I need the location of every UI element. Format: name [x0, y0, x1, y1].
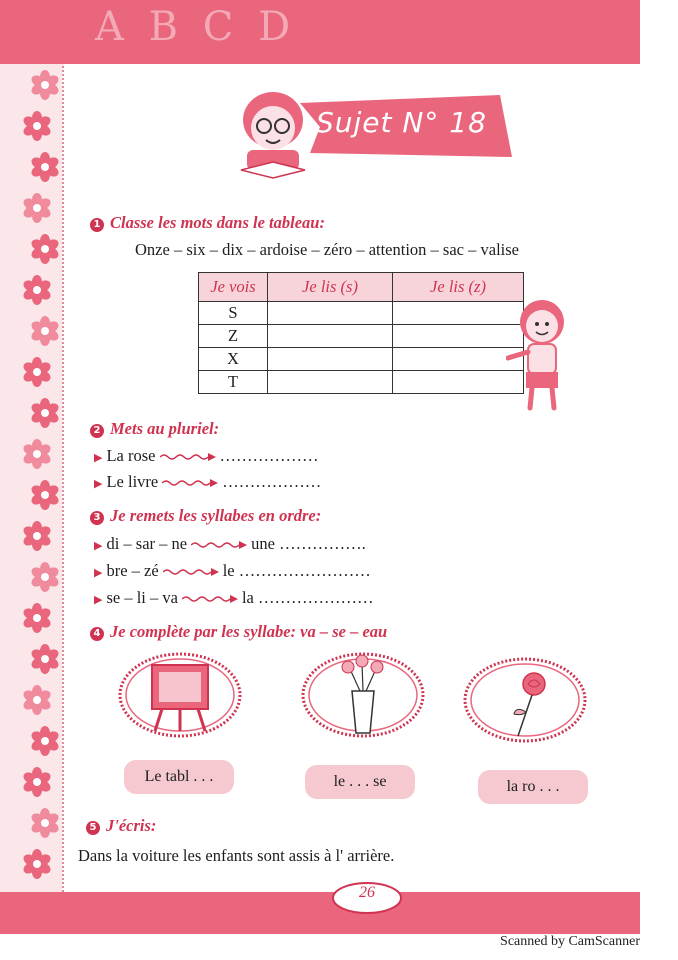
item-text: bre – zé — [106, 561, 159, 580]
flower-icon — [22, 193, 52, 223]
table-cell-answer[interactable] — [268, 325, 393, 348]
flower-icon — [22, 357, 52, 387]
table-header: Je lis (z) — [393, 273, 524, 302]
exercise-number: 5 — [86, 821, 100, 835]
table-cell-letter: S — [199, 302, 268, 325]
writing-sentence: Dans la voiture les enfants sont assis à l' arrière. — [78, 846, 395, 865]
exercise-1-heading — [90, 213, 325, 233]
table-cell-letter: T — [199, 371, 268, 394]
list-item — [94, 561, 371, 581]
rose-icon — [462, 656, 588, 744]
table-header: Je vois — [199, 273, 268, 302]
flower-icon — [22, 275, 52, 305]
table-row — [199, 371, 524, 394]
bullet-triangle-icon: ▶ — [94, 540, 103, 552]
page-number: 26 — [359, 884, 375, 901]
flower-icon — [30, 398, 60, 428]
header-letter: B — [148, 4, 185, 50]
list-item — [94, 534, 366, 554]
table-header-row — [199, 273, 524, 302]
flower-icon — [30, 808, 60, 838]
table-cell-answer[interactable] — [393, 371, 524, 394]
exercise-number: 3 — [90, 511, 104, 525]
item-text: Le livre — [106, 472, 159, 491]
table-cell-answer[interactable] — [393, 325, 524, 348]
flower-icon — [22, 521, 52, 551]
flower-border — [0, 64, 64, 892]
exercise-1-title: Classe les mots dans le tableau: — [110, 213, 325, 232]
exercise-5-heading — [86, 816, 156, 836]
classification-table — [198, 272, 524, 394]
list-item — [94, 472, 321, 492]
flower-icon — [30, 234, 60, 264]
flower-icon — [30, 562, 60, 592]
table-cell-letter: Z — [199, 325, 268, 348]
item-text: di – sar – ne — [106, 534, 188, 553]
flower-icon — [30, 644, 60, 674]
table-header: Je lis (s) — [268, 273, 393, 302]
item-text: se – li – va — [106, 588, 178, 607]
answer-blank[interactable]: ……………… — [219, 446, 319, 465]
header-letter: C — [202, 4, 240, 50]
header-letter: A — [95, 4, 130, 50]
exercise-5-title: J'écris: — [106, 816, 157, 835]
flower-icon — [30, 726, 60, 756]
flower-icon — [22, 603, 52, 633]
flower-icon — [30, 316, 60, 346]
table-cell-answer[interactable] — [268, 371, 393, 394]
flower-icon — [22, 767, 52, 797]
flower-icon — [22, 685, 52, 715]
easel-icon — [117, 651, 243, 739]
flower-icon — [30, 480, 60, 510]
table-cell-letter: X — [199, 348, 268, 371]
exercise-4-heading — [90, 622, 387, 642]
table-row — [199, 348, 524, 371]
word-list: Onze – six – dix – ardoise – zéro – attention – sac – valise — [135, 240, 519, 259]
exercise-3-heading — [90, 506, 321, 526]
item-text: La rose — [106, 446, 156, 465]
flower-icon — [22, 849, 52, 879]
exercise-2-title: Mets au pluriel: — [110, 419, 220, 438]
wavy-arrow-icon — [191, 540, 247, 550]
completion-label[interactable]: Le tabl . . . — [124, 760, 234, 794]
bullet-triangle-icon: ▶ — [94, 594, 103, 606]
vase-icon — [300, 651, 426, 739]
exercise-3-title: Je remets les syllabes en ordre: — [110, 506, 322, 525]
flower-icon — [30, 152, 60, 182]
header-letters — [95, 4, 296, 50]
exercise-number: 2 — [90, 424, 104, 438]
exercise-number: 4 — [90, 627, 104, 641]
page-title: Sujet N° 18 — [316, 106, 487, 139]
exercise-number: 1 — [90, 218, 104, 232]
table-cell-answer[interactable] — [268, 348, 393, 371]
bullet-triangle-icon: ▶ — [94, 567, 103, 579]
bullet-triangle-icon: ▶ — [94, 478, 103, 490]
completion-label[interactable]: la ro . . . — [478, 770, 588, 804]
answer-blank[interactable]: une ……………. — [251, 534, 366, 553]
answer-blank[interactable]: la ………………… — [241, 588, 374, 607]
table-cell-answer[interactable] — [268, 302, 393, 325]
wavy-arrow-icon — [182, 594, 238, 604]
wavy-arrow-icon — [163, 567, 219, 577]
answer-blank[interactable]: ……………… — [222, 472, 322, 491]
flower-icon — [22, 439, 52, 469]
wavy-arrow-icon — [160, 452, 216, 462]
answer-blank[interactable]: le …………………… — [222, 561, 371, 580]
flower-icon — [22, 111, 52, 141]
list-item — [94, 446, 319, 466]
table-row — [199, 302, 524, 325]
bottom-band — [0, 892, 640, 934]
exercise-4-title: Je complète par les syllabe: va – se – eau — [110, 622, 388, 641]
list-item — [94, 588, 374, 608]
header-letter: D — [258, 4, 297, 50]
table-cell-answer[interactable] — [393, 302, 524, 325]
completion-label[interactable]: le . . . se — [305, 765, 415, 799]
table-cell-answer[interactable] — [393, 348, 524, 371]
table-row — [199, 325, 524, 348]
scanner-watermark: Scanned by CamScanner — [500, 934, 640, 949]
exercise-2-heading — [90, 419, 219, 439]
flower-icon — [30, 70, 60, 100]
child-character-icon — [506, 296, 570, 414]
bullet-triangle-icon: ▶ — [94, 452, 103, 464]
wavy-arrow-icon — [162, 478, 218, 488]
